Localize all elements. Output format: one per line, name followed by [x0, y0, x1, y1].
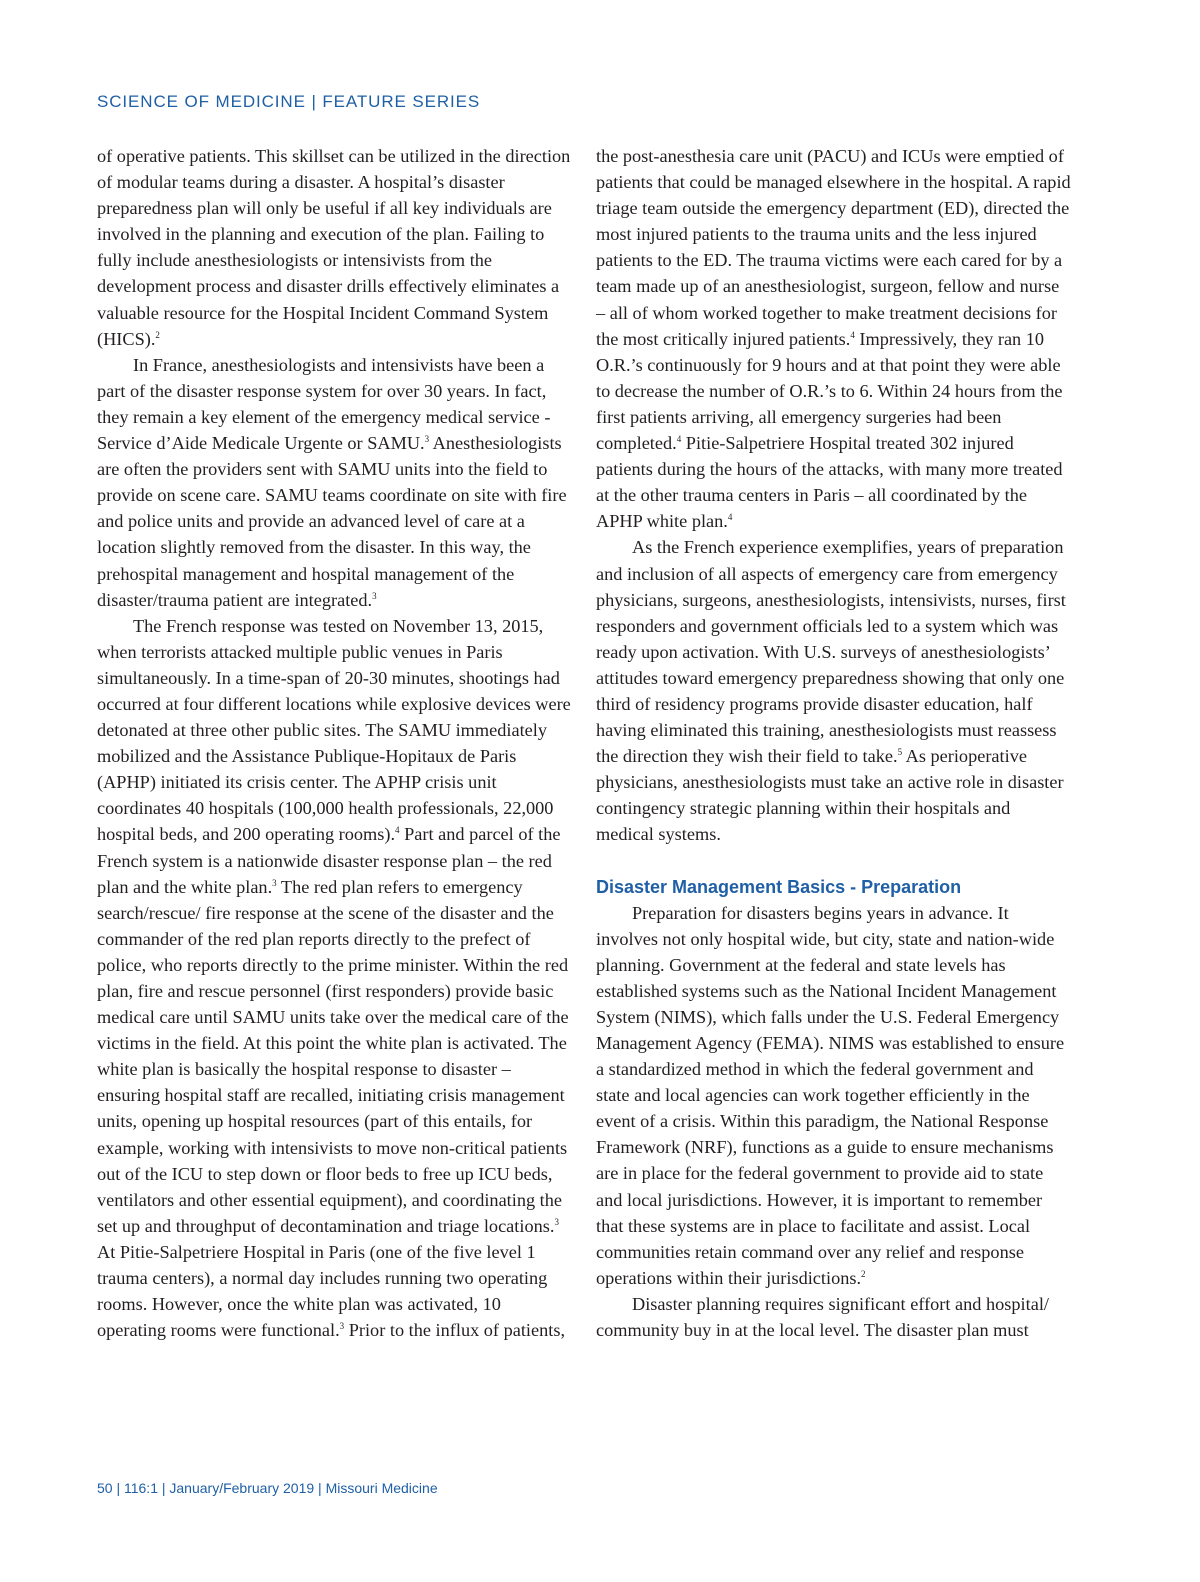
paragraph	[97, 613, 572, 1344]
paragraph-text: of operative patients. This skillset can be utilized in the direction of modular teams during a disaster. A hospital’s disaster preparedness plan will only be useful if all key individuals are involved in the planning and execution of the plan. Failing to fully include anesthesiologists or intensivists from the development process and disaster drills effectively eliminates a valuable resource for the Hospital Incident Command System (HICS).	[97, 146, 571, 349]
citation-ref: 4	[850, 329, 855, 340]
paragraph-text: Impressively, they ran 10 O.R.’s continuously for 9 hours and at that point they were able to decrease the number of O.R.’s to 6. Within 24 hours from the first patients arriving, all emergency surgeries had been completed.	[596, 328, 1063, 454]
paragraph-text: Disaster planning requires significant effort and hospital/ community buy in at the local level. The disaster plan must	[596, 1293, 1049, 1341]
citation-ref: 3	[272, 877, 277, 888]
citation-ref: 3	[554, 1216, 559, 1227]
paragraph-text: The French response was tested on November 13, 2015, when terrorists attacked multiple public venues in Paris simultaneously. In a time-span of 20-30 minutes, shootings had occurred at four different locations while explosive devices were detonated at three other public sites. The SAMU immediately mobilized and the Assistance Publique-Hopitaux de Paris (APHP) initiated its crisis center. The APHP crisis unit coordinates 40 hospitals (100,000 health professionals, 22,000 hospital beds, and 200 operating rooms).	[97, 615, 571, 845]
paragraph-text: Prior to the influx of patients,	[344, 1320, 566, 1341]
section-heading: Disaster Management Basics - Preparation	[596, 876, 962, 897]
paragraph-text: Anesthesiologists are often the providers sent with SAMU units into the field to provide on scene care. SAMU teams coordinate on site with fire and police units and provide an advanced level of care at a location slightly removed from the disaster. In this way, the prehospital management and hospital management of the disaster/trauma patient are integrated.	[97, 433, 567, 610]
paragraph	[596, 900, 1071, 1291]
paragraph-text: Part and parcel of the French system is a nationwide disaster response plan – the red plan and the white plan.	[97, 824, 561, 897]
paragraph	[596, 143, 1071, 534]
running-header: SCIENCE OF MEDICINE | FEATURE SERIES	[97, 92, 481, 111]
paragraph	[596, 1291, 1071, 1343]
citation-ref: 3	[372, 590, 377, 601]
citation-ref: 5	[897, 747, 903, 758]
citation-ref: 3	[424, 434, 430, 445]
citation-ref: 2	[861, 1268, 866, 1279]
paragraph	[596, 534, 1071, 847]
citation-ref: 4	[727, 512, 733, 523]
paragraph-text: As perioperative physicians, anesthesiologists must take an active role in disaster contingency strategic planning within their hospitals and medical systems.	[596, 746, 1064, 845]
citation-ref: 4	[395, 825, 400, 836]
paragraph-text: The red plan refers to emergency search/rescue/ fire response at the scene of the disaster and the commander of the red plan reports directly to the prefect of police, who reports directly to the prime minister. Within the red plan, fire and rescue personnel (first responders) provide basic medical care until SAMU units take over the medical care of the victims in the field. At this point the white plan is activated. The white plan is basically the hospital response to disaster – ensuring hospital staff are recalled, initiating crisis management units, opening up hospital resources (part of this entails, for example, working with intensivists to move non-critical patients out of the ICU to step down or floor beds to free up ICU beds, ventilators and other essential equipment), and coordinating the set up and throughput of decontamination and triage locations.	[97, 876, 569, 1236]
paragraph-text: As the French experience exemplifies, years of preparation and inclusion of all aspects of emergency care from emergency physicians, surgeons, anesthesiologists, intensivists, nurses, first responders and government officials led to a system which was ready upon activation. With U.S. surveys of anesthesiologists’ attitudes toward emergency preparedness showing that only one third of residency programs provide disaster education, half having eliminated this training, anesthesiologists must reassess the direction they wish their field to take.	[596, 537, 1066, 767]
paragraph-text: Pitie-Salpetriere Hospital treated 302 injured patients during the hours of the attacks, with many more treated at the other trauma centers in Paris – all coordinated by the APHP white plan.	[596, 433, 1063, 532]
paragraph-text: Preparation for disasters begins years in advance. It involves not only hospital wide, but city, state and nation-wide planning. Government at the federal and state levels has established systems such as the National Incident Management System (NIMS), which falls under the U.S. Federal Emergency Management Agency (FEMA). NIMS was established to ensure a standardized method in which the federal government and state and local agencies can work together efficiently in the event of a crisis. Within this paradigm, the National Response Framework (NRF), functions as a guide to ensure mechanisms are in place for the federal government to provide aid to state and local jurisdictions. However, it is important to remember that these systems are in place to facilitate and assist. Local communities retain command over any relief and response operations within their jurisdictions.	[596, 902, 1065, 1288]
paragraph-text: At Pitie-Salpetriere Hospital in Paris (one of the five level 1 trauma centers), a normal day includes running two operating rooms. However, once the white plan was activated, 10 operating rooms were functional.	[97, 1241, 548, 1341]
paragraph	[97, 352, 572, 613]
right-column	[596, 143, 1071, 1343]
page-footer: 50 | 116:1 | January/February 2019 | Missouri Medicine	[97, 1480, 438, 1496]
left-column	[97, 143, 572, 1343]
paragraph-text: In France, anesthesiologists and intensivists have been a part of the disaster response system for over 30 years. In fact, they remain a key element of the emergency medical service - Service d’Aide Medicale Urgente or SAMU.	[97, 354, 551, 454]
citation-ref: 2	[155, 329, 160, 340]
citation-ref: 4	[676, 434, 682, 445]
citation-ref: 3	[339, 1321, 345, 1332]
paragraph-text: the post-anesthesia care unit (PACU) and ICUs were emptied of patients that could be managed elsewhere in the hospital. A rapid triage team outside the emergency department (ED), directed the most injured patients to the trauma units and the less injured patients to the ED. The trauma victims were each cared for by a team made up of an anesthesiologist, surgeon, fellow and nurse – all of whom worked together to make treatment decisions for the most critically injured patients.	[596, 146, 1071, 349]
paragraph	[97, 143, 572, 352]
